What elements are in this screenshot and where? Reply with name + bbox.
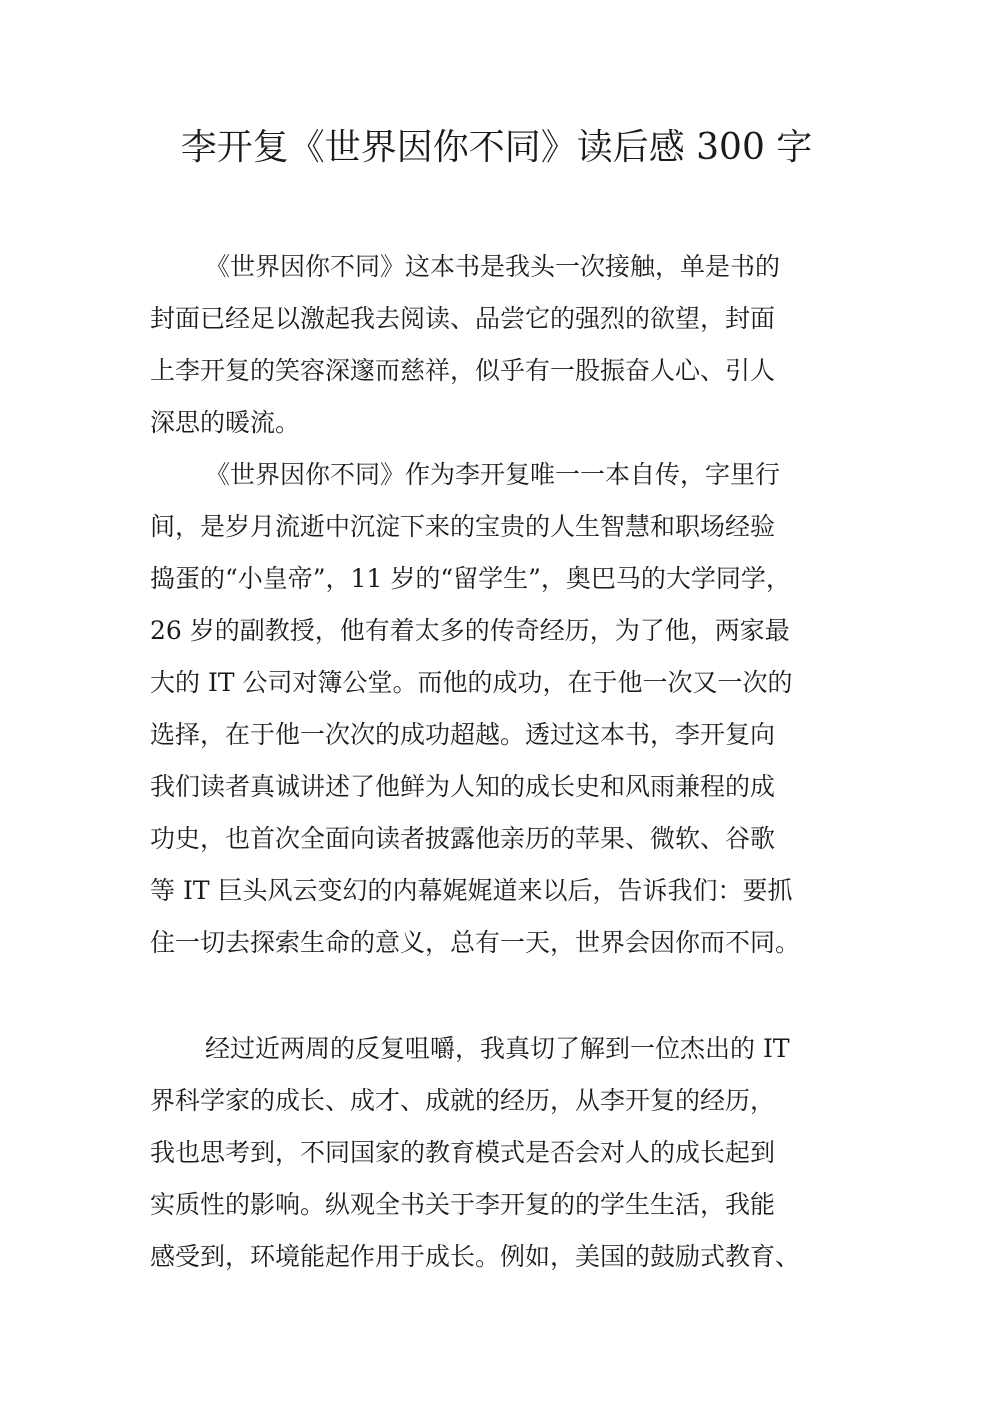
paragraph-3-line-4: 实质性的影响。纵观全书关于李开复的的学生生活，我能 xyxy=(150,1190,776,1219)
document-title: 李开复《世界因你不同》读后感 300 字 xyxy=(180,127,813,168)
paragraph-1-line-2: 封面已经足以激起我去阅读、品尝它的强烈的欲望，封面 xyxy=(150,304,776,333)
paragraph-2-line-2: 间，是岁月流逝中沉淀下来的宝贵的人生智慧和职场经验 xyxy=(150,512,776,541)
paragraph-2-line-4: 26 岁的副教授，他有着太多的传奇经历，为了他，两家最 xyxy=(150,616,790,645)
paragraph-3-line-5: 感受到，环境能起作用于成长。例如，美国的鼓励式教育、 xyxy=(150,1242,801,1271)
paragraph-2-line-5: 大的 IT 公司对簿公堂。而他的成功，在于他一次又一次的 xyxy=(150,668,793,697)
paragraph-1-line-3: 上李开复的笑容深邃而慈祥，似乎有一股振奋人心、引人 xyxy=(150,356,776,385)
paragraph-2-line-1: 《世界因你不同》作为李开复唯一一本自传，字里行 xyxy=(205,460,781,489)
paragraph-2-line-8: 功史，也首次全面向读者披露他亲历的苹果、微软、谷歌 xyxy=(150,824,776,853)
paragraph-2-line-6: 选择，在于他一次次的成功超越。透过这本书，李开复向 xyxy=(150,720,776,749)
paragraph-1-line-1: 《世界因你不同》这本书是我头一次接触，单是书的 xyxy=(205,252,781,281)
paragraph-2-line-3: 捣蛋的“小皇帝”，11 岁的“留学生”，奥巴马的大学同学， xyxy=(150,564,791,593)
paragraph-3-line-3: 我也思考到，不同国家的教育模式是否会对人的成长起到 xyxy=(150,1138,776,1167)
paragraph-2-line-9: 等 IT 巨头风云变幻的内幕娓娓道来以后，告诉我们：要抓 xyxy=(150,876,793,905)
paragraph-3-line-2: 界科学家的成长、成才、成就的经历，从李开复的经历， xyxy=(150,1086,776,1115)
paragraph-1-line-4: 深思的暖流。 xyxy=(150,408,301,437)
paragraph-2-line-7: 我们读者真诚讲述了他鲜为人知的成长史和风雨兼程的成 xyxy=(150,772,776,801)
paragraph-3-line-1: 经过近两周的反复咀嚼，我真切了解到一位杰出的 IT xyxy=(205,1034,790,1063)
paragraph-2-line-10: 住一切去探索生命的意义，总有一天，世界会因你而不同。 xyxy=(150,928,801,957)
